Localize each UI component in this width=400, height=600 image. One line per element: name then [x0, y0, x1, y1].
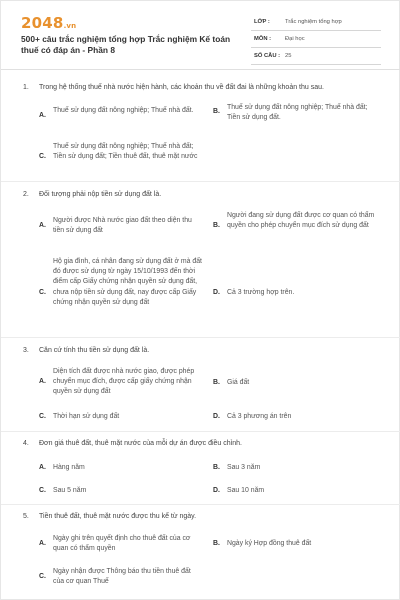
option-text: Người được Nhà nước giao đất theo diện thu tiền sử dụng đất: [53, 217, 192, 235]
option-text: Ngày ghi trên quyết định cho thuê đất của cơ quan có thẩm quyền: [53, 535, 191, 553]
option-text: Sau 10 năm: [227, 487, 265, 494]
option-text: Hàng năm: [53, 464, 85, 471]
question-text: [23, 190, 388, 200]
logo-text: 2048: [21, 14, 64, 32]
meta-row-count: [251, 50, 381, 65]
option-text: Ngày ký Hợp đồng thuê đất: [227, 540, 312, 547]
option-text: Sau 3 năm: [227, 464, 261, 471]
option-text: Người đang sử dụng đất được cơ quan có thẩm quyền cho phép chuyển mục đích sử dụng đất: [227, 212, 375, 230]
option-letter: D.: [213, 289, 220, 296]
option-letter: A.: [39, 464, 46, 471]
option-letter: A.: [39, 378, 46, 385]
question-5: [23, 512, 388, 522]
question-number: 5.: [23, 513, 29, 520]
question-3: [23, 346, 388, 356]
question-1: [23, 83, 388, 93]
question-2: [23, 190, 388, 200]
meta-row-subject: [251, 33, 381, 48]
option-text: Thuế sử dụng đất nông nghiệp; Thuế nhà đất.: [53, 107, 194, 114]
option-letter: D.: [213, 487, 220, 494]
option-letter: B.: [213, 540, 220, 547]
question-body: Tiền thuê đất, thuê mặt nước được thu kể từ ngày.: [39, 513, 197, 520]
question-divider: [1, 337, 400, 338]
option-letter: A.: [39, 112, 46, 119]
quiz-meta: [251, 16, 381, 67]
option-text: Thời hạn sử dụng đất: [53, 413, 120, 420]
meta-row-class: [251, 16, 381, 31]
question-body: Đối tượng phải nộp tiền sử dụng đất là.: [39, 191, 162, 198]
question-number: 3.: [23, 347, 29, 354]
option-text: Cả 3 phương án trên: [227, 413, 292, 420]
option-letter: A.: [39, 540, 46, 547]
logo-suffix: .vn: [63, 22, 77, 30]
question-body: Đơn giá thuê đất, thuê mặt nước của mỗi dự án được điều chỉnh.: [39, 440, 242, 447]
question-divider: [1, 504, 400, 505]
option-text: Cả 3 trường hợp trên.: [227, 289, 295, 296]
question-number: 1.: [23, 84, 29, 91]
option-letter: B.: [213, 464, 220, 471]
option-letter: C.: [39, 573, 46, 580]
option-letter: D.: [213, 413, 220, 420]
question-body: Trong hệ thống thuế nhà nước hiện hành, các khoản thu về đất đai là những khoản thu sau.: [39, 84, 324, 91]
option-letter: A.: [39, 222, 46, 229]
option-text: Thuế sử dụng đất nông nghiệp; Thuế nhà đất; Tiền sử dụng đất.: [227, 104, 368, 122]
option-text: Hộ gia đình, cá nhân đang sử dụng đất ở mà đất đó được sử dụng từ ngày 15/10/1993 đến thời điểm cấp Giấy chứng nhận quyền sử dụng đất, chưa nộp tiền sử dụng đất, nay được cấp Giấy chứng nhận quyền sử dụng đất: [53, 258, 202, 306]
question-number: 2.: [23, 191, 29, 198]
meta-value: 25: [285, 53, 292, 59]
option-text: Giá đất: [227, 379, 250, 386]
option-text: Diện tích đất được nhà nước giao, được phép chuyển mục đích, được cấp giấy chứng nhận quyền sử dụng đất: [53, 368, 195, 396]
option-letter: C.: [39, 289, 46, 296]
question-number: 4.: [23, 440, 29, 447]
question-divider: [1, 181, 400, 182]
meta-value: Trắc nghiệm tổng hợp: [285, 19, 342, 25]
option-text: Ngày nhận được Thông báo thu tiền thuê đất của cơ quan Thuế: [53, 568, 191, 586]
option-text: Thuế sử dụng đất nông nghiệp; Thuế nhà đất; Tiền sử dụng đất; Tiền thuê đất, thuê mặt nước: [53, 143, 198, 161]
question-text: [23, 346, 388, 356]
meta-label: LỚP :: [254, 19, 270, 25]
question-4: [23, 439, 388, 449]
question-divider: [1, 431, 400, 432]
option-letter: B.: [213, 379, 220, 386]
question-text: [23, 83, 388, 93]
meta-label: SỐ CÂU :: [254, 53, 281, 59]
site-logo[interactable]: [21, 14, 76, 32]
page-header: [1, 1, 400, 69]
meta-label: MÔN :: [254, 36, 272, 42]
option-text: Sau 5 năm: [53, 487, 87, 494]
page-title: 500+ câu trắc nghiệm tổng hợp Trắc nghiệm Kế toán thuế có đáp án - Phần 8: [21, 34, 231, 55]
option-letter: C.: [39, 413, 46, 420]
option-letter: B.: [213, 222, 220, 229]
option-letter: B.: [213, 108, 220, 115]
question-body: Căn cứ tính thu tiền sử dụng đất là.: [39, 347, 150, 354]
question-text: [23, 439, 388, 449]
option-letter: C.: [39, 153, 46, 160]
header-divider: [1, 69, 400, 70]
question-text: [23, 512, 388, 522]
option-letter: C.: [39, 487, 46, 494]
meta-value: Đại học: [285, 36, 305, 42]
